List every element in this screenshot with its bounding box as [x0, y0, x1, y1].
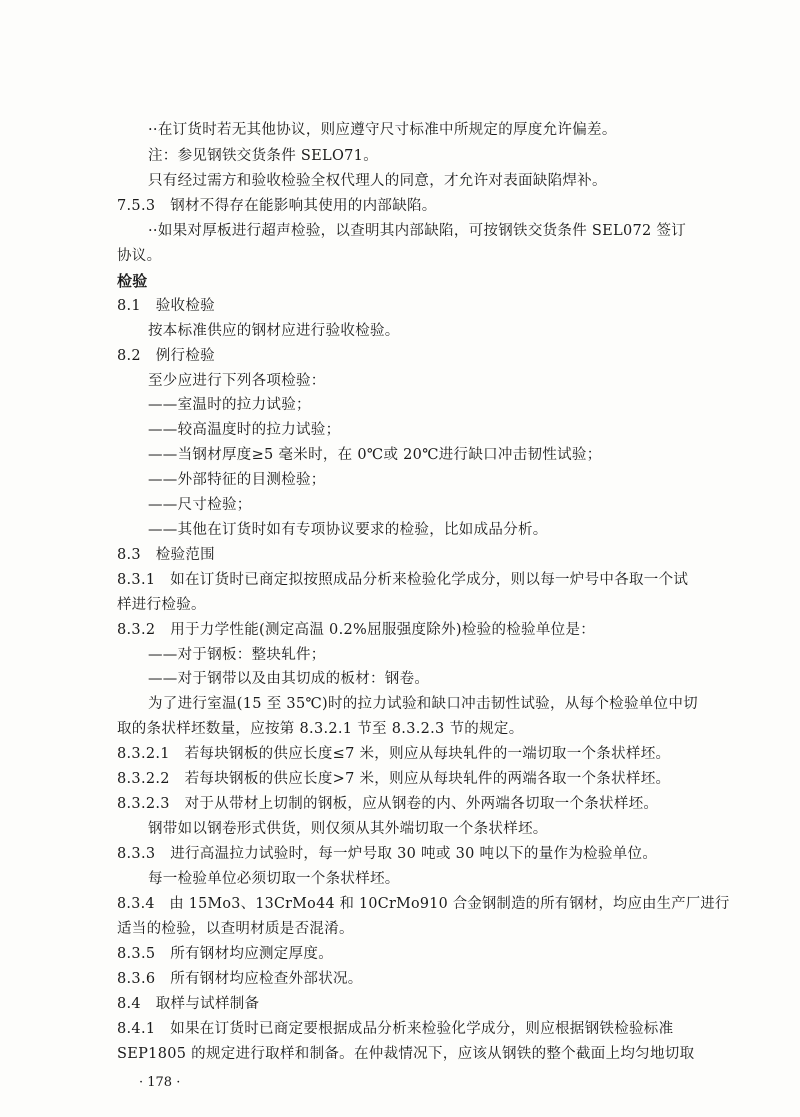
text-line: 取的条状样坯数量，应按第 8.3.2.1 节至 8.3.2.3 节的规定。 — [117, 721, 524, 737]
section-heading: 8.1 验收检验 — [117, 298, 215, 314]
list-item: ——室温时的拉力试验； — [148, 397, 311, 413]
section-heading: 8.4 取样与试样制备 — [117, 996, 260, 1012]
text-line: 8.3.1 如在订货时已商定拟按照成品分析来检验化学成分，则以每一炉号中各取一个试 — [117, 572, 689, 588]
text-line: 为了进行室温(15 至 35℃)时的拉力试验和缺口冲击韧性试验，从每个检验单位中切 — [148, 696, 698, 712]
list-item: ——对于钢板：整块轧件； — [148, 647, 326, 663]
text-line: SEP1805 的规定进行取样和制备。在仲裁情况下，应该从钢铁的整个截面上均匀地切取 — [117, 1046, 695, 1062]
text-line: 钢带如以钢卷形式供货，则仅须从其外端切取一个条状样坯。 — [148, 821, 548, 837]
text-line: 适当的检验，以查明材质是否混淆。 — [117, 921, 354, 937]
text-line: 8.3.4 由 15Mo3、13CrMo44 和 10CrMo910 合金钢制造的所有钢材，均应由生产厂进行 — [117, 896, 730, 912]
text-line: 8.3.2.1 若每块钢板的供应长度≤7 米，则应从每块轧件的一端切取一个条状样坯。 — [117, 746, 671, 762]
list-item: ——其他在订货时如有专项协议要求的检验，比如成品分析。 — [148, 522, 548, 538]
page-number: · 178 · — [139, 1075, 181, 1090]
text-line: 8.3.5 所有钢材均应测定厚度。 — [117, 946, 333, 962]
section-heading: 8.3 检验范围 — [117, 547, 215, 563]
text-line: ··在订货时若无其他协议，则应遵守尺寸标准中所规定的厚度允许偏差。 — [148, 122, 617, 138]
text-line: 注：参见钢铁交货条件 SELO71。 — [148, 148, 378, 164]
text-line: 只有经过需方和验收检验全权代理人的同意，才允许对表面缺陷焊补。 — [148, 173, 607, 189]
list-item: ——较高温度时的拉力试验； — [148, 422, 341, 438]
text-line: 8.3.3 进行高温拉力试验时，每一炉号取 30 吨或 30 吨以下的量作为检验单位。 — [117, 846, 658, 862]
text-line: 8.3.2 用于力学性能(测定高温 0.2%屈服强度除外)检验的检验单位是： — [117, 622, 596, 638]
list-item: ——外部特征的目测检验； — [148, 472, 326, 488]
text-line: 每一检验单位必须切取一个条状样坯。 — [148, 871, 400, 887]
text-line: 7.5.3 钢材不得存在能影响其使用的内部缺陷。 — [117, 198, 437, 214]
list-item: ——对于钢带以及由其切成的板材：钢卷。 — [148, 671, 430, 687]
text-line: 至少应进行下列各项检验： — [148, 373, 326, 389]
section-heading: 检验 — [117, 272, 148, 290]
list-item: ——尺寸检验； — [148, 497, 252, 513]
text-line: ··如果对厚板进行超声检验，以查明其内部缺陷，可按钢铁交货条件 SEL072 签订 — [148, 223, 687, 239]
text-line: 8.3.2.2 若每块钢板的供应长度>7 米，则应从每块轧件的两端各取一个条状样坯。 — [117, 771, 671, 787]
section-heading: 8.2 例行检验 — [117, 348, 215, 364]
list-item: ——当钢材厚度≥5 毫米时，在 0℃或 20℃进行缺口冲击韧性试验； — [148, 447, 602, 463]
text-line: 8.4.1 如果在订货时已商定要根据成品分析来检验化学成分，则应根据钢铁检验标准 — [117, 1021, 674, 1037]
text-line: 样进行检验。 — [117, 597, 206, 613]
text-line: 协议。 — [117, 248, 162, 264]
text-line: 8.3.2.3 对于从带材上切制的钢板，应从钢卷的内、外两端各切取一个条状样坯。 — [117, 796, 659, 812]
text-line: 按本标准供应的钢材应进行验收检验。 — [148, 323, 400, 339]
text-line: 8.3.6 所有钢材均应检查外部状况。 — [117, 971, 363, 987]
